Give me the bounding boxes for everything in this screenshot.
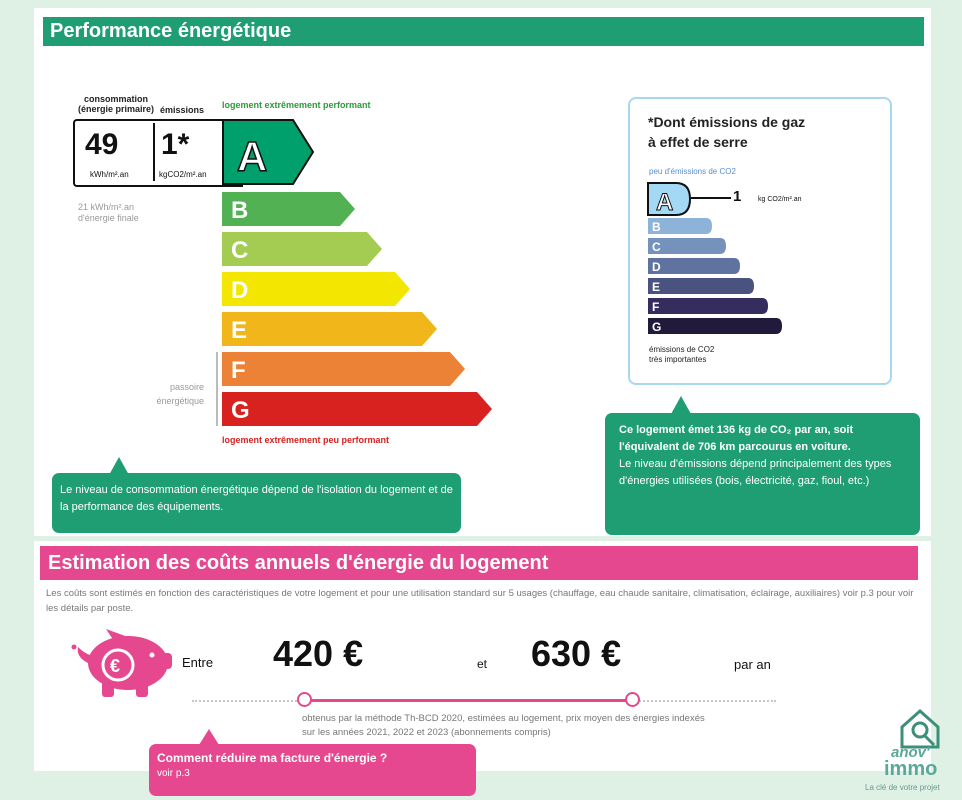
ges-high-label-line1: émissions de CO2 [649, 345, 715, 354]
ges-class-A-letter: A [656, 189, 674, 216]
energy-class-F-arrow [222, 352, 465, 386]
energy-class-C-letter: C [231, 237, 249, 264]
ges-info-bubble [605, 413, 920, 535]
energy-class-G-letter: G [231, 397, 250, 424]
energy-section-title: Performance énergétique [43, 17, 924, 46]
ges-class-F-letter: F [652, 300, 660, 314]
ges-class-E-bar [648, 278, 754, 294]
ges-unit: kg CO2/m².an [758, 196, 802, 203]
consumption-unit: kWh/m².an [90, 170, 129, 179]
worst-performance-label: logement extrêmement peu performant [222, 435, 390, 445]
ges-high-label [649, 345, 714, 365]
energy-class-A-letter: A [237, 133, 268, 180]
svg-text:€: € [110, 656, 121, 676]
logo-tagline: La clé de votre projet [865, 783, 940, 792]
consumption-header-label: consommation [84, 94, 149, 104]
emissions-header: émissions [160, 105, 205, 115]
cost-method-line2: sur les années 2021, 2022 et 2023 (abonnements compris) [302, 727, 551, 738]
cost-method-note [302, 712, 705, 740]
final-energy-line2: d'énergie finale [78, 213, 139, 223]
energy-class-E-arrow [222, 312, 437, 346]
passoire-bracket [216, 352, 218, 426]
passoire-label [150, 380, 204, 408]
ges-class-G-bar [648, 318, 782, 334]
energy-class-E-letter: E [231, 317, 248, 344]
energy-class-B-letter: B [231, 197, 249, 224]
reduce-bill-title: Comment réduire ma facture d'énergie ? [157, 751, 388, 765]
ges-class-C-letter: C [652, 240, 661, 254]
reduce-bill-bubble[interactable] [149, 744, 476, 796]
cost-range-bar [306, 699, 634, 702]
logo-text-anov: anov' [891, 744, 930, 761]
cost-low-value: 420 € [273, 633, 364, 674]
ges-class-B-letter: B [652, 220, 661, 234]
energy-class-G-arrow [222, 392, 492, 426]
cost-and-label: et [477, 657, 488, 671]
ges-value: 1 [733, 188, 742, 205]
final-energy-line1: 21 kWh/m².an [78, 202, 135, 212]
energy-class-scale [215, 116, 500, 431]
reduce-bill-link[interactable]: voir p.3 [157, 768, 190, 779]
passoire-line1: passoire [169, 382, 204, 392]
ges-low-label: peu d'émissions de CO2 [649, 167, 736, 176]
cost-method-line1: obtenus par la méthode Th-BCD 2020, estimées au logement, prix moyen des énergies indexés [302, 713, 705, 724]
cost-range-end-marker [625, 692, 640, 707]
consumption-value: 49 [85, 128, 119, 161]
energy-class-F-letter: F [231, 357, 246, 384]
energy-class-D-arrow [222, 272, 410, 306]
costs-description: Les coûts sont estimés en fonction des caractéristiques de votre logement et pour une utilisation standard sur 5 usages (chauffage, eau chaude sanitaire, climatisation, éclairage, auxiliaires) voir p.3 pour voir les détails par poste. [46, 588, 914, 614]
ges-bubble-line1: Ce logement émet 136 kg de CO₂ par an, soit [619, 424, 854, 436]
ges-title-line2: à effet de serre [648, 134, 748, 150]
ges-title-line1: *Dont émissions de gaz [648, 114, 806, 130]
passoire-line2: énergétique [156, 396, 204, 406]
ges-class-scale [644, 180, 904, 340]
ges-title [648, 112, 805, 152]
energy-info-text: Le niveau de consommation énergétique dépend de l'isolation du logement et de la performance des équipements. [60, 484, 453, 513]
value-divider [153, 123, 155, 181]
ges-class-D-letter: D [652, 260, 661, 274]
ges-class-D-bar [648, 258, 740, 274]
consumption-subheader-label: (énergie primaire) [78, 104, 155, 114]
emissions-unit: kgCO2/m².an [159, 170, 207, 179]
cost-per-year-label: par an [734, 657, 771, 672]
final-energy-note [78, 202, 139, 224]
ges-bubble-line2: l'équivalent de 706 km parcourus en voiture. [619, 441, 851, 453]
cost-high-value: 630 € [531, 633, 622, 674]
ges-bubble-text: Le niveau d'émissions dépend principalement des types d'énergies utilisées (bois, électricité, gaz, fioul, etc.) [619, 458, 892, 487]
logo-text-immo: immo [884, 758, 938, 780]
cost-range-start-marker [297, 692, 312, 707]
energy-info-bubble [52, 473, 461, 533]
ges-class-E-letter: E [652, 280, 661, 294]
piggy-bank-icon [70, 627, 174, 699]
consumption-header [78, 94, 154, 114]
emissions-value: 1* [161, 128, 190, 161]
best-performance-label: logement extrêmement performant [222, 100, 371, 110]
ges-class-G-letter: G [652, 320, 662, 334]
energy-class-D-letter: D [231, 277, 249, 304]
ges-class-F-bar [648, 298, 768, 314]
costs-section-title: Estimation des coûts annuels d'énergie du logement [40, 546, 918, 580]
ges-bubble-pointer [670, 395, 692, 415]
cost-between-label: Entre [182, 655, 214, 670]
ges-high-label-line2: très importantes [649, 355, 707, 364]
